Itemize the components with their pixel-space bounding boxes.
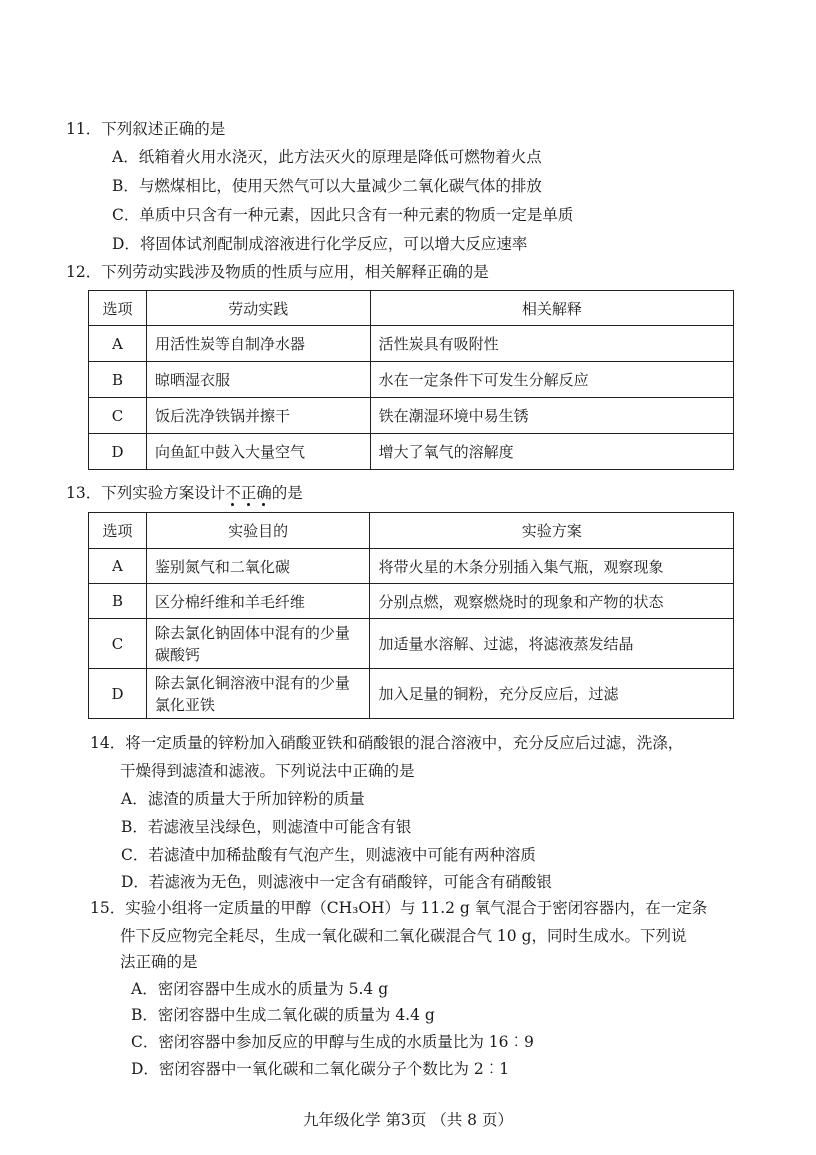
q11-option-a: A．纸箱着火用水浇灭，此方法灭火的原理是降低可燃物着火点 xyxy=(112,148,542,166)
q11-option-d: D．将固体试剂配制成溶液进行化学反应，可以增大反应速率 xyxy=(112,235,528,253)
option-cell: B xyxy=(89,362,147,398)
practice-cell: 晾晒湿衣服 xyxy=(146,362,370,398)
purpose-cell: 除去氯化钠固体中混有的少量碳酸钙 xyxy=(146,619,370,669)
explanation-cell: 活性炭具有吸附性 xyxy=(370,326,733,362)
plan-cell: 加适量水溶解、过滤，将滤液蒸发结晶 xyxy=(370,619,734,669)
emphasis-dot xyxy=(262,503,265,506)
table-row xyxy=(89,584,734,619)
q13-stem-post: 的是 xyxy=(271,484,303,502)
emphasis-dot xyxy=(247,503,250,506)
practice-cell: 饭后洗净铁锅并擦干 xyxy=(146,398,370,434)
q13-stem xyxy=(66,482,303,504)
q13-emphasis-text: 不正确 xyxy=(225,484,272,502)
table-row xyxy=(89,326,734,362)
q14-option-a: A．滤渣的质量大于所加锌粉的质量 xyxy=(121,790,365,808)
explanation-cell: 增大了氧气的溶解度 xyxy=(370,434,733,470)
q14-stem-line1: 14．将一定质量的锌粉加入硝酸亚铁和硝酸银的混合溶液中，充分反应后过滤，洗涤， xyxy=(90,734,684,752)
header-cell: 实验方案 xyxy=(370,513,734,549)
page-footer: 九年级化学 第3页 （共 8 页） xyxy=(303,1111,513,1129)
table-row xyxy=(89,669,734,719)
q13-stem-emphasis xyxy=(225,484,272,502)
table-row xyxy=(89,362,734,398)
q15-option-b: B．密闭容器中生成二氧化碳的质量为 4.4 g xyxy=(131,1006,435,1024)
header-cell: 实验目的 xyxy=(146,513,370,549)
practice-cell: 用活性炭等自制净水器 xyxy=(146,326,370,362)
table-row xyxy=(89,398,734,434)
table-row xyxy=(89,549,734,584)
q15-stem-line1: 15．实验小组将一定质量的甲醇（CH₃OH）与 11.2 g 氧气混合于密闭容器内，在一定条 xyxy=(90,899,708,917)
plan-cell: 加入足量的铜粉，充分反应后，过滤 xyxy=(370,669,734,719)
plan-cell: 分别点燃，观察燃烧时的现象和产物的状态 xyxy=(370,584,734,619)
plan-cell: 将带火星的木条分别插入集气瓶，观察现象 xyxy=(370,549,734,584)
option-cell: A xyxy=(89,326,147,362)
header-cell: 劳动实践 xyxy=(146,291,370,326)
header-cell: 相关解释 xyxy=(370,291,733,326)
q12-stem: 12．下列劳动实践涉及物质的性质与应用，相关解释正确的是 xyxy=(66,263,489,281)
q12-table xyxy=(88,290,734,470)
explanation-cell: 铁在潮湿环境中易生锈 xyxy=(370,398,733,434)
purpose-cell: 除去氯化铜溶液中混有的少量氯化亚铁 xyxy=(146,669,370,719)
table-row xyxy=(89,619,734,669)
explanation-cell: 水在一定条件下可发生分解反应 xyxy=(370,362,733,398)
q14-option-b: B．若滤液呈浅绿色，则滤渣中可能含有银 xyxy=(121,818,412,836)
table-header-row xyxy=(89,513,734,549)
option-cell: D xyxy=(89,434,147,470)
option-cell: A xyxy=(89,549,147,584)
q15-option-a: A．密闭容器中生成水的质量为 5.4 g xyxy=(131,980,389,998)
table-row xyxy=(89,434,734,470)
q15-option-d: D．密闭容器中一氧化碳和二氧化碳分子个数比为 2︰1 xyxy=(131,1060,510,1078)
option-cell: C xyxy=(89,398,147,434)
q14-option-c: C．若滤渣中加稀盐酸有气泡产生，则滤液中可能有两种溶质 xyxy=(121,846,536,864)
q14-stem-line2: 干燥得到滤渣和滤液。下列说法中正确的是 xyxy=(120,762,415,780)
q15-stem-line3: 法正确的是 xyxy=(120,953,198,971)
q15-stem-line2: 件下反应物完全耗尽，生成一氧化碳和二氧化碳混合气 10 g，同时生成水。下列说 xyxy=(120,927,687,945)
table-header-row xyxy=(89,291,734,326)
header-cell: 选项 xyxy=(89,291,147,326)
option-cell: C xyxy=(89,619,147,669)
q11-stem: 11．下列叙述正确的是 xyxy=(66,120,226,138)
emphasis-dot xyxy=(231,503,234,506)
q11-option-b: B．与燃煤相比，使用天然气可以大量减少二氧化碳气体的排放 xyxy=(112,177,542,195)
option-cell: B xyxy=(89,584,147,619)
q13-stem-pre: 13．下列实验方案设计 xyxy=(66,484,226,502)
purpose-cell: 鉴别氮气和二氧化碳 xyxy=(146,549,370,584)
q15-option-c: C．密闭容器中参加反应的甲醇与生成的水质量比为 16︰9 xyxy=(131,1033,534,1051)
q11-option-c: C．单质中只含有一种元素，因此只含有一种元素的物质一定是单质 xyxy=(112,206,574,224)
purpose-cell: 区分棉纤维和羊毛纤维 xyxy=(146,584,370,619)
option-cell: D xyxy=(89,669,147,719)
practice-cell: 向鱼缸中鼓入大量空气 xyxy=(146,434,370,470)
q14-option-d: D．若滤液为无色，则滤液中一定含有硝酸锌，可能含有硝酸银 xyxy=(121,873,552,891)
header-cell: 选项 xyxy=(89,513,147,549)
q13-table xyxy=(88,512,734,719)
